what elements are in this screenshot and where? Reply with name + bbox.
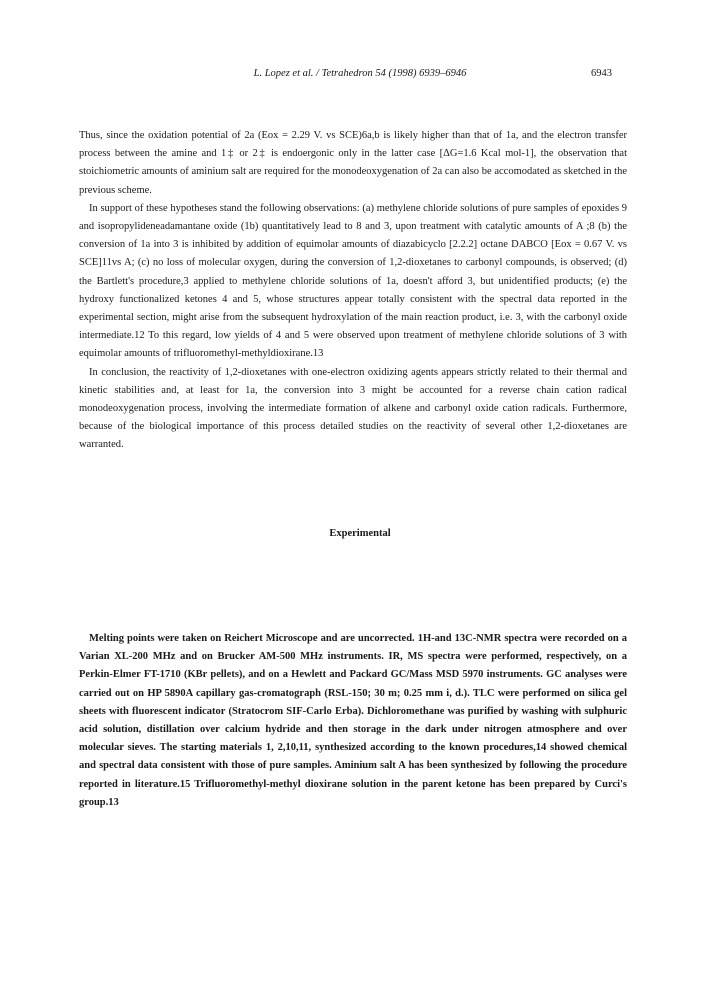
section-title-experimental: Experimental <box>329 528 391 539</box>
discussion-paragraphs <box>79 127 627 455</box>
running-head-citation: L. Lopez et al. / Tetrahedron 54 (1998) 6939–6946 <box>253 68 467 79</box>
paragraph-experimental: Melting points were taken on Reichert Microscope and are uncorrected. 1H-and 13C-NMR spectra were recorded on a Varian XL-200 MHz and on Brucker AM-500 MHz instruments. IR, MS spectra were performed, respectively, on a Perkin-Elmer FT-1710 (KBr pellets), and on a Hewlett and Packard GC/Mass MSD 5970 instruments. GC analyses were carried out on HP 5890A capillary gas-cromatograph (RSL-150; 30 m; 0.25 mm i, d.). TLC were performed on silica gel sheets with fluorescent indicator (Stratocrom SIF-Carlo Erba). Dichloromethane was purified by washing with sulphuric acid solution, distillation over calcium hydride and then storage in the dark under nitrogen atmosphere and over molecular sieves. The starting materials 1, 2,10,11, synthesized according to the known procedures,14 showed chemical and spectral data consistent with those of pure samples. Aminium salt A has been synthesized by following the procedure reported in literature.15 Trifluoromethyl-methyl dioxirane solution in the parent ketone has been prepared by Curci's group.13 <box>79 633 627 808</box>
paragraph-observations: In support of these hypotheses stand the following observations: (a) methylene chloride solutions of pure samples of epoxides 9 and isopropylideneadamantane oxide (1b) quantitatively lead to 8 and 3, upon treatment with catalytic amounts of A ;8 (b) the conversion of 1a into 3 is inhibited by addition of equimolar amounts of diazabicyclo [2.2.2] octane DABCO [Eox = 0.67 V. vs SCE]11vs A; (c) no loss of molecular oxygen, during the conversion of 1,2-dioxetanes to carbonyl compounds, is observed; (d) the Bartlett's procedure,3 applied to methylene chloride solutions of 1a, doesn't afford 3, but unidentified products; (e) the hydroxy functionalized ketones 4 and 5, whose structures appear totally consistent with the spectral data reported in the experimental section, might arise from the subsequent hydroxylation of the main reaction product, i.e. 3, with the carbonyl oxide intermediate.12 To this regard, low yields of 4 and 5 were observed upon treatment of methylene chloride solutions of 3 with equimolar amounts of trifluoromethyl-methyldioxirane.13 <box>79 202 627 360</box>
running-header <box>0 68 720 84</box>
paragraph-conclusion: In conclusion, the reactivity of 1,2-dioxetanes with one-electron oxidizing agents appears strictly related to their thermal and kinetic stabilities and, at least for 1a, the conversion into 3 might be accounted for a reverse chain cation radical monodeoxygenation process, involving the intermediate formation of alkene and carbonyl oxide cation radicals. Furthermore, because of the biological importance of this process detailed studies on the reactivity of several other 1,2-dioxetanes are warranted. <box>79 366 627 451</box>
paragraph-oxidation-potential: Thus, since the oxidation potential of 2a (Eox = 2.29 V. vs SCE)6a,b is likely higher than that of 1a, and the electron transfer process between the amine and 1‡ or 2‡ is endoergonic only in the latter case [ΔG=1.6 Kcal mol-1], the observation that stoichiometric amounts of aminium salt are required for the monodeoxygenation of 2a can also be accomodated as sketched in the previous scheme. <box>79 130 627 196</box>
page-number: 6943 <box>591 68 612 79</box>
experimental-section <box>79 630 627 812</box>
